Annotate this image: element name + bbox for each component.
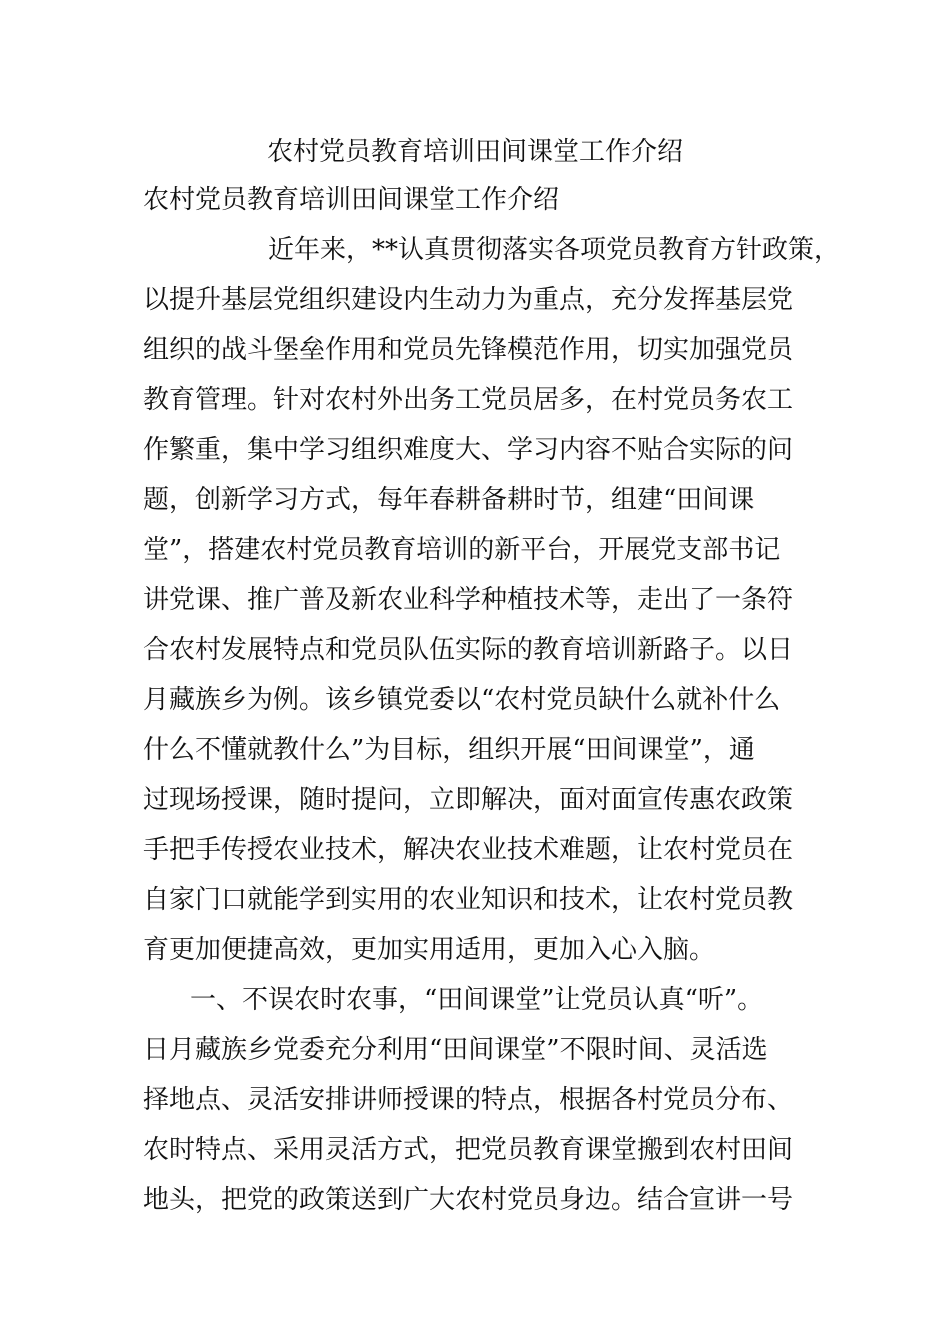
subtitle-line: 农村党员教育培训田间课堂工作介绍	[143, 185, 560, 215]
paragraph-line: 手把手传授农业技术，解决农业技术难题，让农村党员在	[143, 835, 794, 865]
paragraph-line: 农时特点、采用灵活方式，把党员教育课堂搬到农村田间	[143, 1135, 794, 1165]
paragraph-line: 月藏族乡为例。该乡镇党委以“农村党员缺什么就补什么	[143, 685, 781, 715]
paragraph-line: 自家门口就能学到实用的农业知识和技术，让农村党员教	[143, 885, 794, 915]
paragraph-line: 合农村发展特点和党员队伍实际的教育培训新路子。以日	[143, 635, 794, 665]
section-heading-line: 一、不误农时农事，“田间课堂”让党员认真“听”。	[190, 985, 764, 1015]
paragraph-line: 堂”，搭建农村党员教育培训的新平台，开展党支部书记	[143, 535, 781, 565]
document-title: 农村党员教育培训田间课堂工作介绍	[266, 137, 683, 167]
paragraph-line: 以提升基层党组织建设内生动力为重点，充分发挥基层党	[143, 285, 794, 315]
paragraph-line: 地头，把党的政策送到广大农村党员身边。结合宣讲一号	[143, 1185, 794, 1215]
paragraph-line: 择地点、灵活安排讲师授课的特点，根据各村党员分布、	[143, 1085, 794, 1115]
paragraph-line: 题，创新学习方式，每年春耕备耕时节，组建“田间课	[143, 485, 755, 515]
paragraph-line: 近年来，**认真贯彻落实各项党员教育方针政策，	[268, 235, 841, 265]
paragraph-line: 讲党课、推广普及新农业科学种植技术等，走出了一条符	[143, 585, 794, 615]
paragraph-line: 日月藏族乡党委充分利用“田间课堂”不限时间、灵活选	[143, 1035, 768, 1065]
paragraph-line: 教育管理。针对农村外出务工党员居多，在村党员务农工	[143, 385, 794, 415]
paragraph-line: 什么不懂就教什么”为目标，组织开展“田间课堂”，通	[143, 735, 755, 765]
paragraph-line: 作繁重，集中学习组织难度大、学习内容不贴合实际的问	[143, 435, 794, 465]
paragraph-line: 育更加便捷高效，更加实用适用，更加入心入脑。	[143, 935, 716, 965]
paragraph-line: 组织的战斗堡垒作用和党员先锋模范作用，切实加强党员	[143, 335, 794, 365]
paragraph-line: 过现场授课，随时提问，立即解决，面对面宣传惠农政策	[143, 785, 794, 815]
